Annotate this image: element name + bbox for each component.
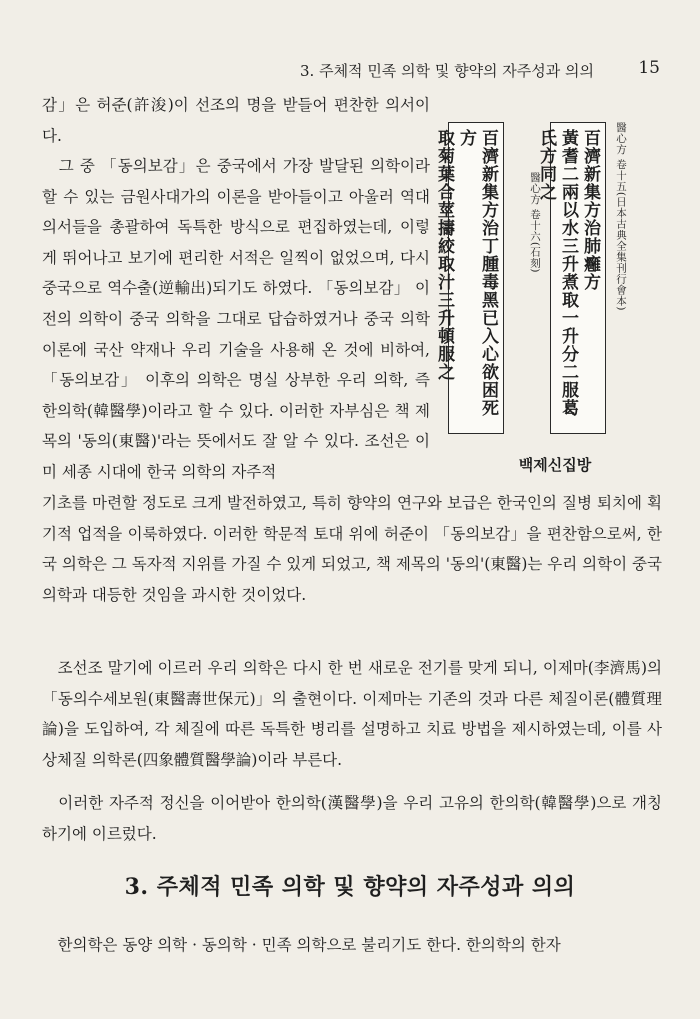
figure-left-note: 醫心方 卷十六(石刻) bbox=[529, 172, 541, 274]
figure-caption: 백제신집방 bbox=[518, 456, 592, 474]
left-scroll-column-1: 百濟新集方治丁腫毒黑已入心欲困死方 bbox=[456, 129, 498, 417]
paragraph-renaming: 이러한 자주적 정신을 이어받아 한의학(漢醫學)을 우리 고유의 한의학(韓醫學)으로 개칭하기에 이르렀다. bbox=[42, 794, 662, 843]
right-scroll-column-2: 黃耆二兩以水三升煮取一升分二服葛氏方同之 bbox=[536, 129, 578, 417]
figure-right-note: 醫心方 卷十五(日本古典全集刊行會本) bbox=[615, 122, 627, 312]
page-number: 15 bbox=[638, 58, 660, 78]
section-title: 3. 주체적 민족 의학 및 향약의 자주성과 의의 bbox=[124, 874, 576, 900]
paragraph-dongui-bogam-cont: 기초를 마련할 정도로 크게 발전하였고, 특히 향약의 연구와 보급은 한국인의 질병 퇴치에 획기적 업적을 이룩하였다. 이러한 학문적 토대 위에 허준이 「동의보감」을 편찬함으로써, 한국 의학은 그 독자적 지위를 가질 수 있게 되었고, 책 제목의 '동의'(東醫)는 우리 의학이 중국 의학과 대등한 것임을 과시한 것이었다. bbox=[42, 494, 662, 604]
paragraph-intro: 감」은 허준(許浚)이 선조의 명을 받들어 편찬한 의서이다. bbox=[42, 96, 430, 145]
paragraph-section-intro: 한의학은 동양 의학 · 동의학 · 민족 의학으로 불리기도 한다. 한의학의 한자 bbox=[42, 936, 561, 954]
right-scroll-column-1: 百濟新集方治肺癰方 bbox=[580, 129, 600, 291]
running-header bbox=[300, 60, 660, 81]
left-scroll-column-2: 取菊葉合莖擣絞取汁三升頓服之 bbox=[434, 129, 454, 381]
figure-baekje-sinjipbang bbox=[434, 112, 670, 474]
paragraph-dongui-bogam: 그 중 「동의보감」은 중국에서 가장 발달된 의학이라 할 수 있는 금원사대가의 이론을 받아들이고 아울러 역대 의서들을 총괄하여 독특한 방식으로 편집하였는데, 이렇게 뛰어나고 보기에 편리한 서적은 일찍이 없었으며, 다시 중국으로 역수출(逆輸出)되기도 하였다. 「동의보감」 이전의 의학이 중국 의학을 그대로 답습하였거나 중국 의학 이론에 국산 약재나 우리 기술을 사용해 온 것에 비하여, 「동의보감」 이후의 의학은 명실 상부한 우리 의학, 즉 한의학(韓醫學)이라고 할 수 있다. 이러한 자부심은 책 제목의 '동의(東醫)'라는 뜻에서도 잘 알 수 있다. 조선은 이미 세종 시대에 한국 의학의 자주적 bbox=[42, 157, 430, 481]
figure-left-scroll bbox=[434, 122, 504, 434]
figure-right-scroll bbox=[536, 122, 606, 434]
paragraph-lee-jema: 조선조 말기에 이르러 우리 의학은 다시 한 번 새로운 전기를 맞게 되니, 이제마(李濟馬)의 「동의수세보원(東醫壽世保元)」의 출현이다. 이제마는 기존의 것과 다른 체질이론(體質理論)을 도입하여, 각 체질에 따른 독특한 병리를 설명하고 치료 방법을 제시하였는데, 이를 사상체질 의학론(四象體質醫學論)이라 부른다. bbox=[42, 659, 662, 769]
running-title: 3. 주체적 민족 의학 및 향약의 자주성과 의의 bbox=[300, 62, 595, 80]
